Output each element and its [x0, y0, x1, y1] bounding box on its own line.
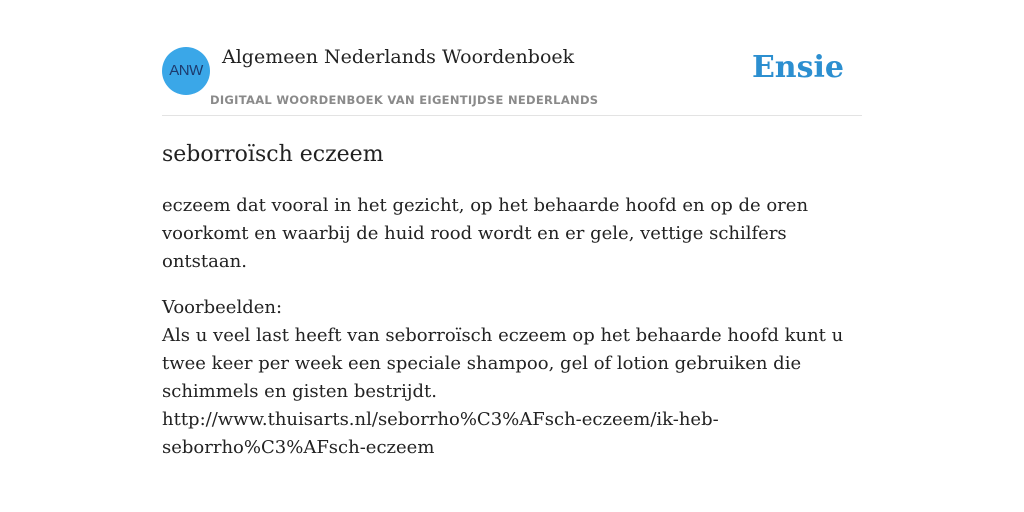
- ensie-brand-logo[interactable]: Ensie: [751, 50, 844, 85]
- entry-definition: eczeem dat vooral in het gezicht, op het behaarde hoofd en op de oren voorkomt en waarbij de huid rood wordt en er gele, vettige schilfers ontstaan.: [162, 195, 809, 272]
- site-subtitle: DIGITAAL WOORDENBOEK VAN EIGENTIJDSE NEDERLANDS: [210, 93, 599, 107]
- page: [162, 0, 862, 462]
- example-source-url: http://www.thuisarts.nl/seborrho%C3%AFsch-eczeem/ik-heb-: [162, 409, 719, 430]
- site-header: [162, 46, 862, 116]
- site-title[interactable]: Algemeen Nederlands Woordenboek: [222, 46, 575, 68]
- anw-logo[interactable]: ANW: [162, 47, 210, 95]
- entry-title: seborroïsch eczeem: [162, 142, 384, 167]
- examples-label: Voorbeelden:: [162, 297, 283, 318]
- example-text: Als u veel last heeft van seborroïsch eczeem op het behaarde hoofd kunt u twee keer per week een speciale shampoo, gel of lotion gebruiken die schimmels en gisten bestrijdt.: [162, 325, 844, 402]
- examples-section: [162, 294, 862, 462]
- example-source-url-continued: seborrho%C3%AFsch-eczeem: [162, 437, 435, 458]
